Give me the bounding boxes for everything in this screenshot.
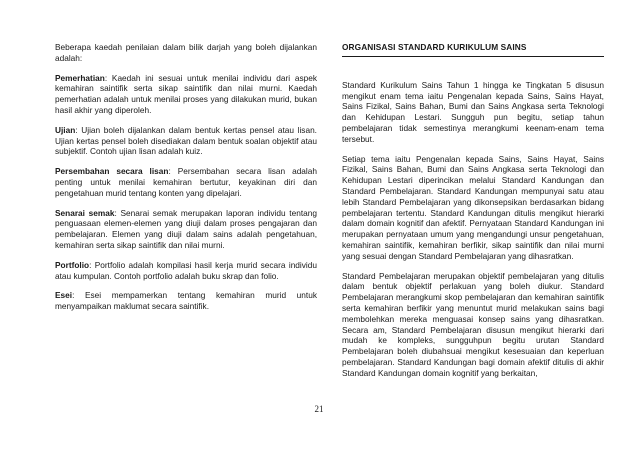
method-text: Esei mempamerkan tentang kemahiran murid untuk menyampaikan maklumat secara saintifik. <box>55 290 317 312</box>
method-text: Senarai semak merupakan laporan individu tentang penguasaan elemen-elemen yang diuji dalam proses pengajaran dan pembelajaran. Elemen yang diuji dalam sains adalah pengetahuan, kemahiran serta sikap saintifik dan nilai murni. <box>55 207 317 250</box>
right-column <box>342 42 604 388</box>
method-pemerhatian: Pemerhatian: Kaedah ini sesuai untuk menilai individu dari aspek kemahiran saintifik serta sikap saintifik dan nilai murni. Kaedah pemerhatian adalah untuk menilai proses yang dilakukan murid, bukan hasil akhir yang diperoleh. <box>55 72 317 115</box>
section-heading: ORGANISASI STANDARD KURIKULUM SAINS <box>342 42 604 57</box>
body-paragraph: Setiap tema iaitu Pengenalan kepada Sains, Sains Hayat, Sains Fizikal, Sains Bahan, Bumi dan Sains Angkasa serta Teknologi dan Kehidupan Lestari diperincikan melalui Standard Kandungan dan Standard Pembelajaran. Standard Kandungan mempunyai satu atau lebih Standard Pembelajaran yang dikonsepsikan berdasarkan bidang pembelajaran tertentu. Standard Kandungan ditulis mengikut hierarki dalam domain kognitif dan afektif. Pernyataan Standard Kandungan ini merupakan pernyataan umum yang mengandungi unsur pengetahuan, kemahiran saintifik, kemahiran berfikir, sikap saintifik dan nilai murni yang sesuai dengan Standard Pembelajaran yang dihasratkan. <box>342 153 604 261</box>
method-term: Pemerhatian <box>55 72 105 83</box>
page-number: 21 <box>314 404 324 414</box>
method-term: Portfolio <box>55 259 90 270</box>
method-portfolio: Portfolio: Portfolio adalah kompilasi hasil kerja murid secara individu atau kumpulan. Contoh portfolio adalah buku skrap dan folio. <box>55 259 317 281</box>
method-term: Ujian <box>55 124 76 135</box>
method-persembahan-lisan: Persembahan secara lisan: Persembahan secara lisan adalah penting untuk menilai kemahiran bertutur, keyakinan diri dan pengetahuan murid tentang konten yang dipelajari. <box>55 166 317 198</box>
method-text: Kaedah ini sesuai untuk menilai individu dari aspek kemahiran saintifik serta sikap saintifik dan nilai murni. Kaedah pemerhatian adalah untuk menilai proses yang dilakukan murid, bukan hasil akhir yang diperoleh. <box>55 72 317 115</box>
method-senarai-semak: Senarai semak: Senarai semak merupakan laporan individu tentang penguasaan elemen-elemen yang diuji dalam proses pengajaran dan pembelajaran. Elemen yang diuji dalam sains adalah pengetahuan, kemahiran serta sikap saintifik dan nilai murni. <box>55 207 317 250</box>
method-term: Esei <box>55 290 73 301</box>
method-term: Senarai semak <box>55 207 115 218</box>
body-paragraph: Standard Kurikulum Sains Tahun 1 hingga ke Tingkatan 5 disusun mengikut enam tema iaitu Pengenalan kepada Sains, Sains Hayat, Sains Fizikal, Sains Bahan, Bumi dan Sains Angkasa serta Teknologi dan Kehidupan Lestari. Sungguh pun begitu, setiap tahun pembelajaran tidak semestinya merangkumi keenam-enam tema tersebut. <box>342 79 604 144</box>
method-esei: Esei: Esei mempamerkan tentang kemahiran murid untuk menyampaikan maklumat secara saintifik. <box>55 290 317 312</box>
method-ujian: Ujian: Ujian boleh dijalankan dalam bentuk kertas pensel atau lisan. Ujian kertas pensel boleh disediakan dalam bentuk soalan objektif atau subjektif. Contoh ujian lisan adalah kuiz. <box>55 124 317 157</box>
method-text: Ujian boleh dijalankan dalam bentuk kertas pensel atau lisan. Ujian kertas pensel boleh disediakan dalam bentuk soalan objektif atau subjektif. Contoh ujian lisan adalah kuiz. <box>55 124 317 157</box>
method-term: Persembahan secara lisan <box>55 166 169 177</box>
method-text: Portfolio adalah kompilasi hasil kerja murid secara individu atau kumpulan. Contoh portfolio adalah buku skrap dan folio. <box>55 259 317 281</box>
method-text: Persembahan secara lisan adalah penting untuk menilai kemahiran bertutur, keyakinan diri dan pengetahuan murid tentang konten yang dipelajari. <box>55 166 317 198</box>
body-paragraph: Standard Pembelajaran merupakan objektif pembelajaran yang ditulis dalam bentuk objektif perlakuan yang boleh diukur. Standard Pembelajaran merangkumi skop pembelajaran dan kemahiran saintifik serta kemahiran berfikir yang menuntut murid melakukan sains bagi membolehkan mereka menguasai konsep sains yang dihasratkan. Secara am, Standard Pembelajaran disusun mengikut hierarki dari mudah ke kompleks, sungguhpun begitu urutan Standard Pembelajaran boleh diubahsuai mengikut kesesuaian dan keperluan pembelajaran. Standard Kandungan bagi domain afektif ditulis di akhir Standard Kandungan domain kognitif yang berkaitan, <box>342 270 604 378</box>
intro-paragraph: Beberapa kaedah penilaian dalam bilik darjah yang boleh dijalankan adalah: <box>55 42 317 63</box>
left-column <box>55 42 317 321</box>
